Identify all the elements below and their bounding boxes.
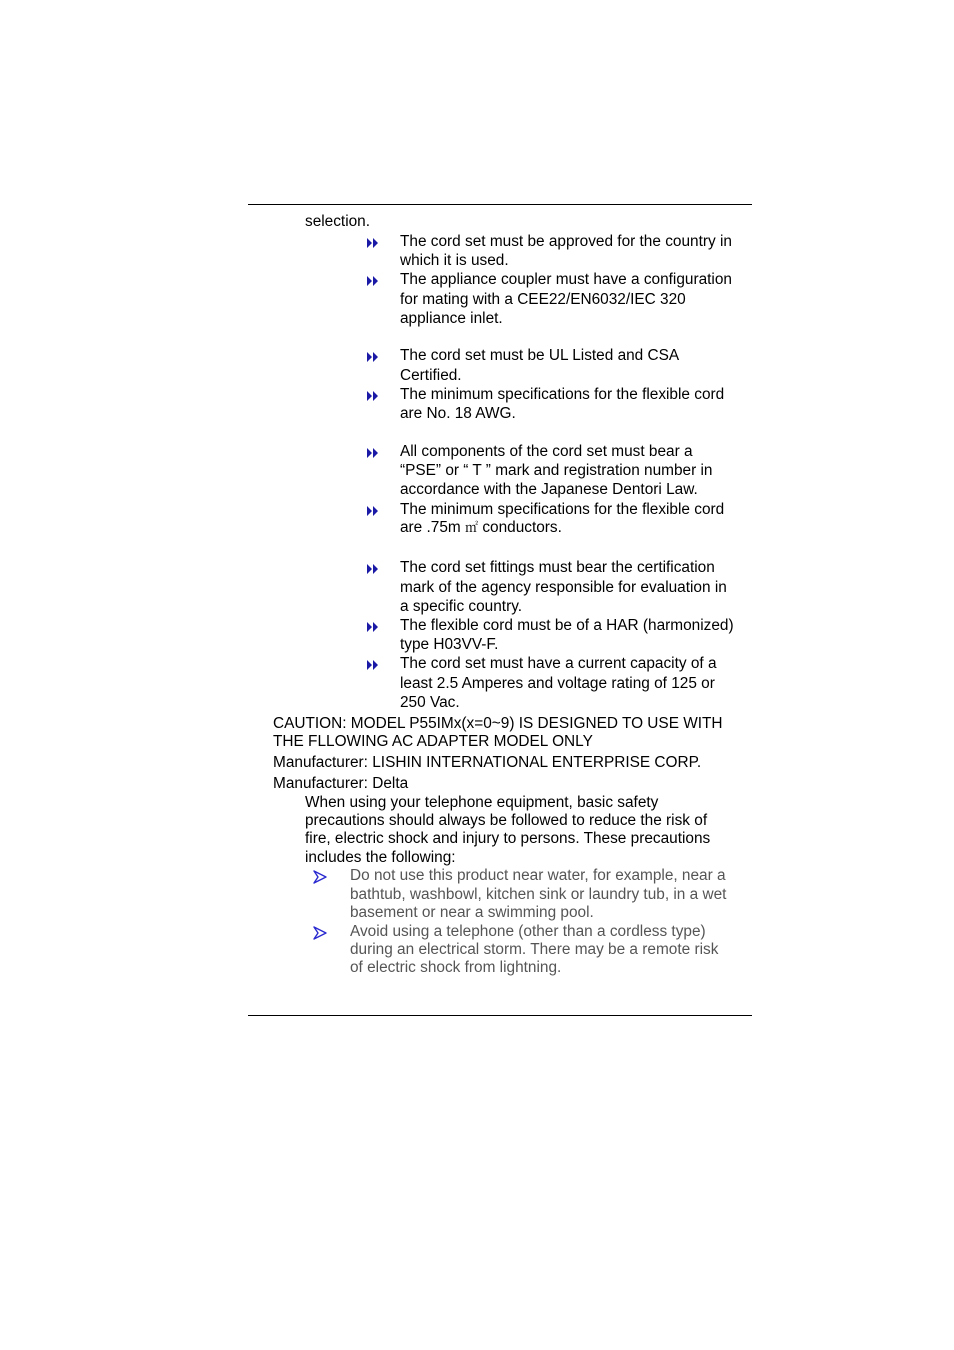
cord-item-3-line-1: are No. 18 AWG.: [400, 405, 516, 422]
cord-item-8-line-1: least 2.5 Amperes and voltage rating of 125 or: [400, 675, 715, 692]
cord-item-2-line-0: The cord set must be UL Listed and CSA: [400, 347, 680, 364]
square-meter-symbol: ㎡: [465, 521, 479, 536]
cord-item-6-line-2: a specific country.: [400, 598, 523, 615]
cord-item-1-line-2: appliance inlet.: [400, 310, 503, 327]
cord-item-8-line-2: 250 Vac.: [400, 694, 460, 711]
telephone-item-1-line-2: of electric shock from lightning.: [350, 959, 562, 976]
cord-item-5-line-1-text: are .75m: [400, 519, 461, 536]
telephone-item-1-line-1: during an electrical storm. There may be a remote risk: [350, 941, 719, 958]
cord-item-1-line-1: for mating with a CEE22/EN6032/IEC 320: [400, 291, 686, 308]
cord-item-3-line-0: The minimum specifications for the flexible cord: [400, 386, 725, 403]
cord-item-5-line-1-tail: conductors.: [478, 519, 562, 536]
telephone-intro-line-2: fire, electric shock and injury to persons. These precautions: [305, 830, 711, 847]
telephone-item-0-line-0: Do not use this product near water, for example, near a: [350, 867, 726, 884]
double-chevron-right-icon: [366, 659, 380, 671]
double-chevron-right-icon: [366, 563, 380, 575]
cord-item-4-line-1: “PSE” or “ T ” mark and registration number in: [400, 462, 713, 479]
cord-item-4-line-0: All components of the cord set must bear a: [400, 443, 693, 460]
cord-item-4-line-2: accordance with the Japanese Dentori Law.: [400, 481, 698, 498]
caution-line-0: CAUTION: MODEL P55IMx(x=0~9) IS DESIGNED TO USE WITH: [273, 715, 723, 732]
cord-item-1-line-0: The appliance coupler must have a configuration: [400, 271, 732, 288]
double-chevron-right-icon: [366, 505, 380, 517]
double-chevron-right-icon: [366, 275, 380, 287]
telephone-item-1-line-0: Avoid using a telephone (other than a cordless type): [350, 923, 706, 940]
cord-item-8-line-0: The cord set must have a current capacity of a: [400, 655, 717, 672]
caution-line-1: THE FLLOWING AC ADAPTER MODEL ONLY: [273, 733, 593, 750]
cord-item-0-line-1: which it is used.: [400, 252, 509, 269]
cord-item-5-line-0: The minimum specifications for the flexible cord: [400, 501, 725, 518]
footer-rule: [248, 1015, 752, 1016]
telephone-intro-line-3: includes the following:: [305, 849, 456, 866]
cord-item-7-line-0: The flexible cord must be of a HAR (harmonized): [400, 617, 734, 634]
arrowhead-right-icon: [313, 870, 327, 884]
telephone-intro-line-1: precautions should always be followed to reduce the risk of: [305, 812, 708, 829]
continuation-text: selection.: [305, 213, 371, 230]
cord-item-6-line-0: The cord set fittings must bear the certification: [400, 559, 715, 576]
manufacturer-delta: Manufacturer: Delta: [273, 775, 409, 792]
double-chevron-right-icon: [366, 237, 380, 249]
telephone-item-0-line-2: basement or near a swimming pool.: [350, 904, 594, 921]
double-chevron-right-icon: [366, 351, 380, 363]
double-chevron-right-icon: [366, 390, 380, 402]
cord-item-7-line-1: type H03VV-F.: [400, 636, 499, 653]
arrowhead-right-icon: [313, 926, 327, 940]
manufacturer-lishin: Manufacturer: LISHIN INTERNATIONAL ENTERPRISE CORP.: [273, 754, 702, 771]
cord-item-5-line-1: [400, 519, 562, 538]
cord-item-2-line-1: Certified.: [400, 367, 462, 384]
double-chevron-right-icon: [366, 621, 380, 633]
double-chevron-right-icon: [366, 447, 380, 459]
telephone-item-0-line-1: bathtub, washbowl, kitchen sink or laundry tub, in a wet: [350, 886, 727, 903]
cord-item-0-line-0: The cord set must be approved for the country in: [400, 233, 732, 250]
header-rule: [248, 204, 752, 205]
telephone-intro-line-0: When using your telephone equipment, basic safety: [305, 794, 659, 811]
cord-item-6-line-1: mark of the agency responsible for evaluation in: [400, 579, 727, 596]
